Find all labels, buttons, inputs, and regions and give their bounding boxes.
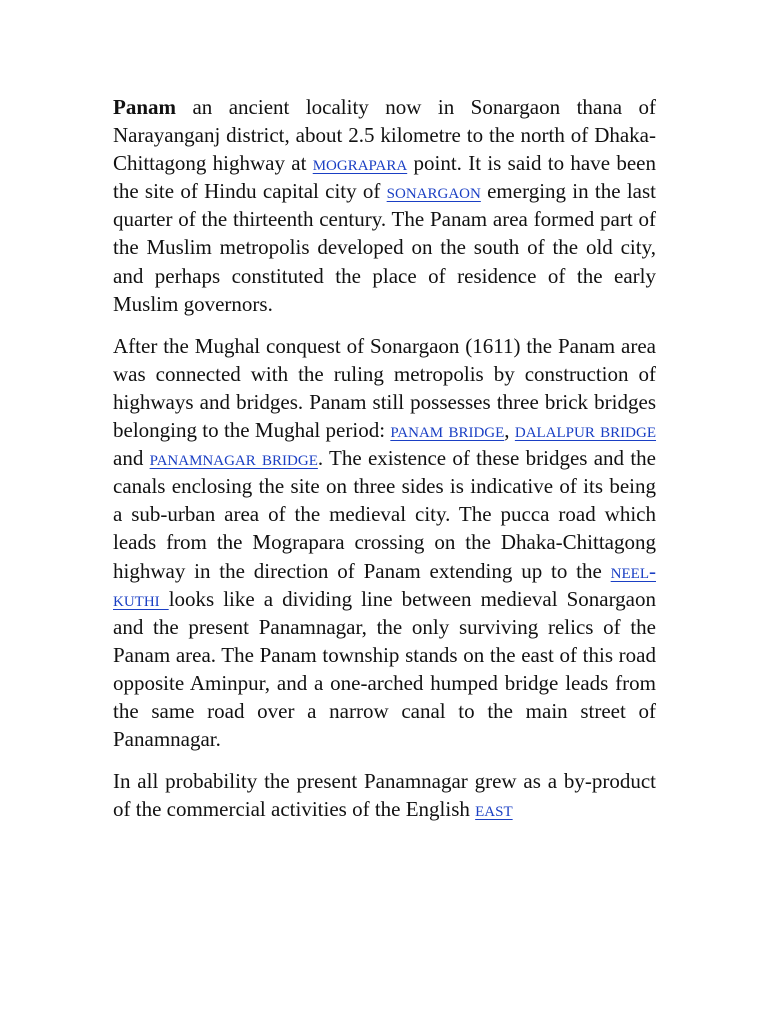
- paragraph-3: [113, 767, 656, 823]
- link-east[interactable]: east: [475, 797, 513, 822]
- paragraph-2: [113, 332, 656, 753]
- link-dalalpur-bridge[interactable]: dalalpur bridge: [514, 418, 657, 443]
- link-sonargaon[interactable]: sonargaon: [386, 179, 481, 204]
- paragraph-text: . The existence of these bridges and the canals enclosing the site on three sides is indicative of its being a sub-urban area of the medieval city. The pucca road which leads from the Mograpara crossing on the Dhaka-Chittagong highway in the direction of Panam extending up to the: [113, 446, 657, 583]
- paragraph-text: and: [113, 446, 150, 471]
- paragraph-text: an ancient locality now in Sonargaon thana of Narayanganj district, about 2.5 kilometre to the north of Dhaka-Chittagong highway at: [113, 95, 656, 176]
- paragraph-text: In all probability the present Panamnagar grew as a by-product of the commercial activities of the English: [113, 769, 656, 822]
- paragraph-text: point. It is said to have been the site of Hindu capital city of: [113, 151, 657, 204]
- link-neel-kuthi[interactable]: neel-kuthi: [113, 558, 656, 611]
- link-panamnagar-bridge[interactable]: panamnagar bridge: [149, 446, 318, 471]
- term-panam: Panam: [113, 95, 176, 119]
- link-mograpara[interactable]: mograpara: [312, 151, 408, 176]
- paragraph-text: emerging in the last quarter of the thirteenth century. The Panam area formed part of the Muslim metropolis developed on the south of the old city, and perhaps constituted the place of residence of the early Muslim governors.: [113, 179, 656, 316]
- document-page: [113, 93, 656, 837]
- paragraph-1: [113, 93, 656, 318]
- link-panam-bridge[interactable]: panam bridge: [390, 418, 505, 443]
- paragraph-text: looks like a dividing line between medieval Sonargaon and the present Panamnagar, the only surviving relics of the Panam area. The Panam township stands on the east of this road opposite Aminpur, and a one-arched humped bridge leads from the same road over a narrow canal to the main street of Panamnagar.: [113, 586, 656, 752]
- paragraph-text: ,: [504, 418, 515, 443]
- paragraph-text: After the Mughal conquest of Sonargaon (1611) the Panam area was connected with the ruling metropolis by construction of highways and bridges. Panam still possesses three brick bridges belonging to the Mughal period:: [113, 333, 656, 443]
